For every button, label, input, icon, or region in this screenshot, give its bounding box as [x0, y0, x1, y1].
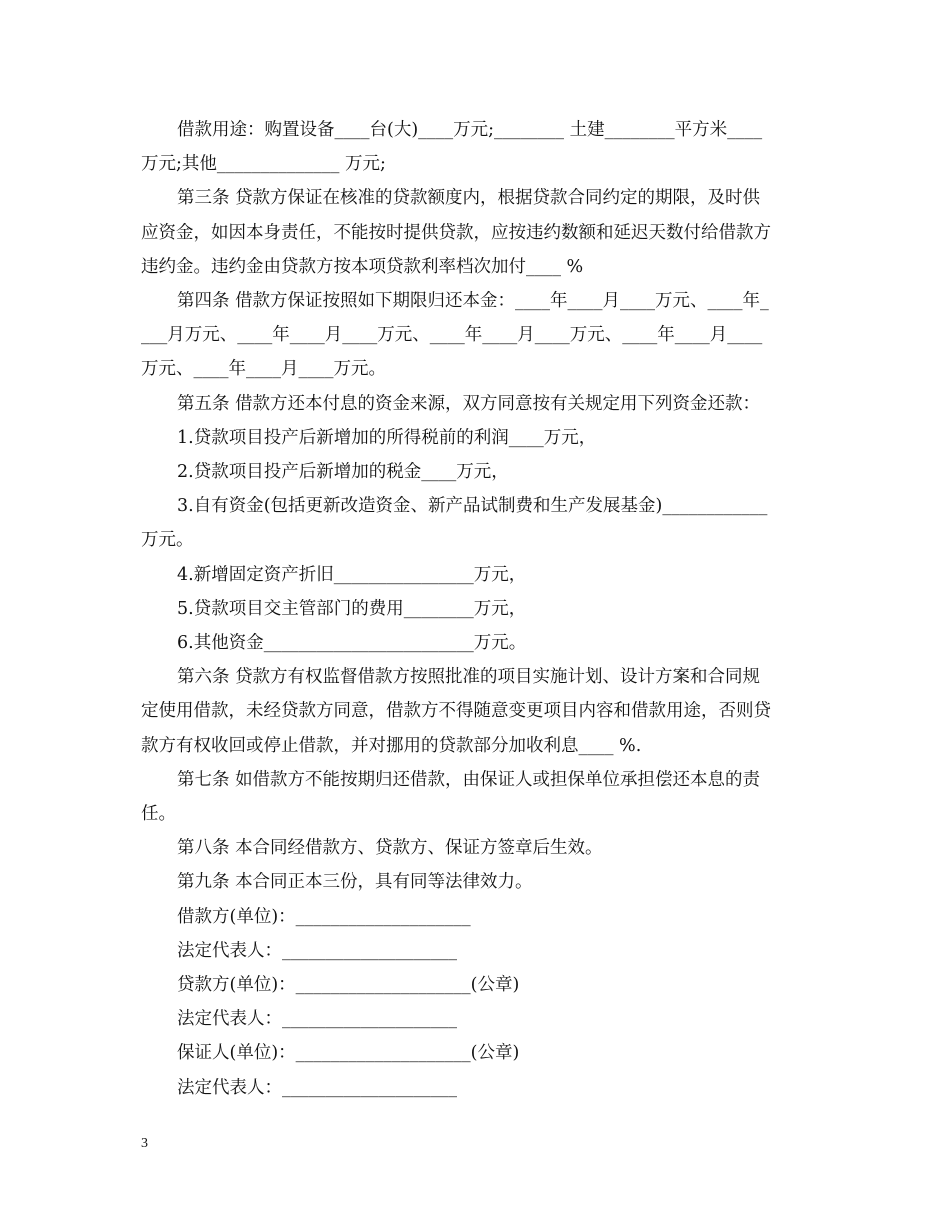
- paragraph-line: 第三条 贷款方保证在核准的贷款额度内，根据贷款合同约定的期限，及时供: [177, 188, 761, 209]
- signature-line-legal-rep: 法定代表人：____________________: [177, 1077, 457, 1098]
- list-item: 1.贷款项目投产后新增加的所得税前的利润____万元，: [177, 427, 597, 448]
- paragraph-line: 万元。: [141, 530, 194, 551]
- paragraph-line: ___月万元、____年____月____万元、____年____月____万元、____年____月____: [141, 325, 763, 346]
- paragraph-line: 万元、____年____月____万元。: [141, 359, 386, 380]
- paragraph-line: 第七条 如借款方不能按期归还借款，由保证人或担保单位承担偿还本息的责: [177, 769, 761, 790]
- paragraph-line: 借款用途：购置设备____台(大)____万元;________ 土建________平方米____: [177, 120, 763, 140]
- list-item: 6.其他资金________________________万元。: [177, 633, 527, 654]
- paragraph-line: 款方有权收回或停止借款，并对挪用的贷款部分加收利息____ %.: [141, 735, 642, 756]
- signature-line-legal-rep: 法定代表人：____________________: [177, 1009, 457, 1030]
- list-item: 5.贷款项目交主管部门的费用________万元，: [177, 598, 527, 619]
- paragraph-line: 违约金。违约金由贷款方按本项贷款利率档次加付____ %: [141, 256, 584, 277]
- signature-line-borrower: 借款方(单位)：____________________: [177, 906, 471, 927]
- paragraph-line: 第九条 本合同正本三份，具有同等法律效力。: [177, 872, 533, 893]
- paragraph-line: 任。: [141, 804, 176, 825]
- paragraph-line: 第六条 贷款方有权监督借款方按照批准的项目实施计划、设计方案和合同规: [177, 667, 761, 688]
- paragraph-line: 万元;其他______________ 万元;: [141, 154, 386, 175]
- signature-line-guarantor: 保证人(单位)：____________________(公章): [177, 1043, 520, 1064]
- paragraph-line: 应资金，如因本身责任，不能按时提供贷款，应按违约数额和延迟天数付给借款方: [141, 222, 771, 243]
- paragraph-line: 第四条 借款方保证按照如下期限归还本金：____年____月____万元、____年_: [177, 291, 769, 312]
- list-item: 4.新增固定资产折旧________________万元，: [177, 564, 527, 585]
- paragraph-line: 第五条 借款方还本付息的资金来源，双方同意按有关规定用下列资金还款：: [177, 393, 761, 414]
- document-body: [141, 113, 813, 1105]
- list-item: 3.自有资金(包括更新改造资金、新产品试制费和生产发展基金)____________: [177, 496, 768, 517]
- list-item: 2.贷款项目投产后新增加的税金____万元，: [177, 462, 509, 483]
- signature-line-legal-rep: 法定代表人：____________________: [177, 940, 457, 961]
- paragraph-line: 定使用借款，未经贷款方同意，借款方不得随意变更项目内容和借款用途，否则贷: [141, 701, 771, 722]
- page-number: 3: [141, 1136, 148, 1151]
- paragraph-line: 第八条 本合同经借款方、贷款方、保证方签章后生效。: [177, 838, 603, 859]
- signature-line-lender: 贷款方(单位)：____________________(公章): [177, 975, 520, 996]
